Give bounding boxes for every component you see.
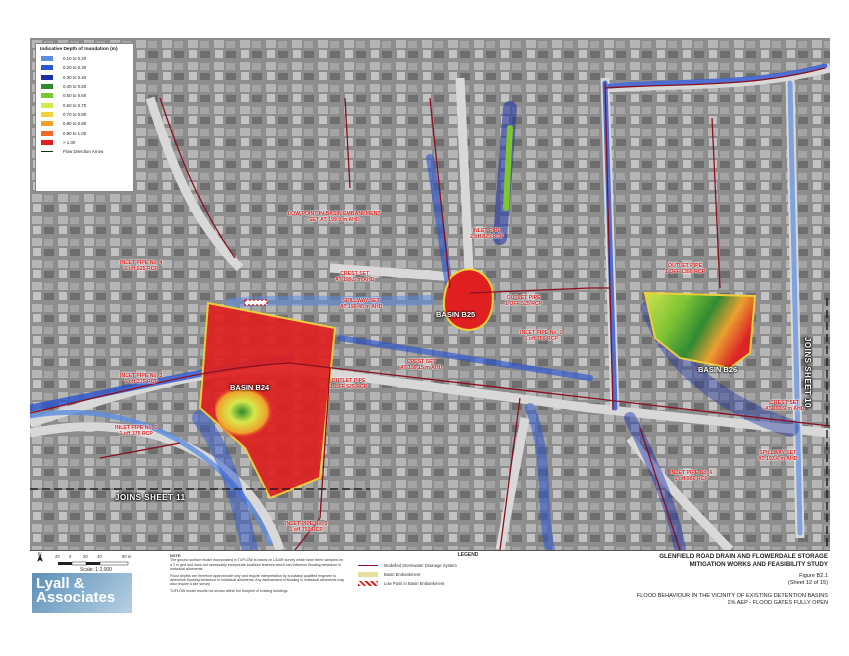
legend-item [36, 110, 133, 119]
legend-item [36, 138, 133, 147]
label-inlet-2: INLET PIPE No. 2 1 off 375 RCP [115, 425, 158, 437]
low-point-marker [245, 300, 267, 305]
legend-item [358, 579, 578, 588]
legend-label: Flow Direction Arrow [63, 149, 104, 155]
label-basin-b26: BASIN B26 [698, 365, 738, 374]
label-basin-b25: BASIN B25 [436, 310, 476, 319]
flood-map[interactable] [30, 38, 830, 550]
caption-line2: 1% AEP - FLOOD GATES FULLY OPEN [727, 600, 828, 606]
note-paragraph: TUFLOW model results not shown within the footprint of existing buildings. [170, 588, 289, 593]
note-paragraph: Flood depths are therefore approximate only and require interpretation by a suitably qualified engineer to determine flooding behaviour in individual allotments. Any assessment of flooding in individual allotments may also require a site survey. [170, 573, 345, 587]
label-inlet-5: INLET PIPE No. 5 1 off 750 RCP [285, 521, 328, 533]
figure-number [788, 573, 828, 587]
scale-tick: 40 [97, 554, 102, 559]
legend-item [36, 100, 133, 109]
note-title: NOTE: [170, 554, 182, 558]
legend-item [358, 561, 578, 570]
title-line1: GLENFIELD ROAD DRAIN AND FLOWERDALE STORAGE [659, 553, 828, 560]
label-outlet-b26: OUTLET PIPE 1 OFF 1350 RCP [665, 263, 706, 275]
legend-item [36, 63, 133, 72]
legend-swatch [41, 84, 53, 89]
legend-swatch [41, 75, 53, 80]
legend-item [36, 128, 133, 137]
label-inlet-6: INLET PIPE No. 6 1 off 900 RCP [670, 470, 713, 482]
figure-label: Figure B2.1 [799, 573, 828, 579]
label-low-point: LOW POINT IN BASIN EMBANKMENT SET AT 199.9 m AHD [288, 211, 381, 223]
legend-swatch [41, 103, 53, 108]
legend-swatch [41, 93, 53, 98]
legend-swatch [41, 131, 53, 136]
drawing-title [578, 553, 828, 569]
drainage-line-icon [358, 565, 378, 566]
scale-tick: 80 m [122, 554, 132, 559]
legend-item [36, 73, 133, 82]
label-crest-2: CREST SET AT 199.15 m AHD [400, 359, 443, 371]
label-inlet-4: INLET PIPE No. 4 1 off 525 RCP [120, 260, 163, 272]
logo-line1: Lyall & [36, 575, 85, 592]
scale-tick: 0 [69, 554, 72, 559]
joins-sheet-11: JOINS SHEET 11 [115, 493, 186, 502]
legend-item [36, 82, 133, 91]
joins-sheet-10: JOINS SHEET 10 [803, 336, 813, 409]
label-crest-3: CREST SET AT 193.9 m AHD [765, 400, 805, 412]
depth-legend-title: Indicative Depth of Inundation (m) [40, 47, 118, 52]
label-inlet-b25: INLET PIPE 2 off 825 RCP [470, 228, 504, 240]
legend-swatch [41, 65, 53, 70]
note-paragraph: The ground surface model incorporated in TUFLOW is based on LiDAR survey which have been sampled on a 2 m grid and does not necessarily incorporate localised features which can influence flooding behaviour in individual allotments. [170, 558, 343, 572]
north-label: N [38, 552, 42, 558]
company-logo [32, 573, 132, 613]
legend-label: 0.60 to 0.70 [63, 102, 87, 108]
note-block [170, 554, 345, 593]
label-spillway-3: SPILLWAY SET AT 193.6 m AHD [758, 450, 798, 462]
basin-b24-shallow [215, 370, 305, 446]
legend-item [358, 570, 578, 579]
label-outlet-b24: OUTLET PIPE 1 OFF 525 RCP [330, 378, 368, 390]
symbol-legend [358, 552, 578, 588]
depth-legend [35, 43, 134, 192]
title-line2: MITIGATION WORKS AND FEASIBILITY STUDY [689, 561, 828, 568]
label-inlet-1: INLET PIPE No. 1 1 off 750 RCP [520, 330, 563, 342]
label-basin-b24: BASIN B24 [230, 383, 270, 392]
legend-label: Low Point in Basin Embankment [384, 581, 445, 586]
legend-swatch [41, 112, 53, 117]
legend-label: > 1.00 [63, 139, 76, 145]
legend-label: Modelled Stormwater Drainage System [384, 563, 457, 568]
legend-label: 0.40 to 0.50 [63, 84, 87, 90]
legend-swatch [41, 56, 53, 61]
legend-label: Basin Embankment [384, 572, 421, 577]
sheet-label: (Sheet 12 of 15) [787, 580, 828, 586]
figure-caption [637, 593, 828, 607]
label-crest-1: CREST SET AT 199.5 m AHD [335, 271, 375, 283]
legend-item [36, 119, 133, 128]
scale-tick: 20 [55, 554, 60, 559]
legend-swatch [41, 140, 53, 145]
legend-label: 0.50 to 0.60 [63, 93, 87, 99]
basin-b25-extent [444, 269, 493, 330]
legend-item [36, 91, 133, 100]
symbol-legend-title: LEGEND [457, 552, 479, 558]
embankment-swatch [358, 572, 378, 577]
legend-item [36, 147, 133, 156]
scale-tick: 20 [83, 554, 88, 559]
label-spillway-1: SPILLWAY SET AT 199.45 m AHD [340, 298, 383, 310]
legend-label: 0.20 to 0.30 [63, 65, 87, 71]
label-outlet-b25: OUTLET PIPE 1 OFF 525 RCP [505, 295, 543, 307]
legend-label: 0.90 to 1.00 [63, 130, 87, 136]
legend-label: 0.70 to 0.80 [63, 111, 87, 117]
logo-line2: Associates [36, 589, 116, 606]
title-block [30, 550, 830, 613]
legend-item [36, 54, 133, 63]
legend-label: 0.10 to 0.20 [63, 56, 87, 62]
low-point-swatch [358, 581, 378, 586]
scale-text: Scale: 1:2,000 [80, 567, 112, 573]
label-inlet-3: INLET PIPE No. 3 1 off 375 RCP [120, 373, 163, 385]
legend-label: 0.30 to 0.40 [63, 74, 87, 80]
legend-label: 0.80 to 0.90 [63, 121, 87, 127]
legend-swatch [41, 121, 53, 126]
flow-arrow-icon [41, 151, 53, 152]
caption-line1: FLOOD BEHAVIOUR IN THE VICINITY OF EXISTING DETENTION BASINS [636, 593, 828, 599]
